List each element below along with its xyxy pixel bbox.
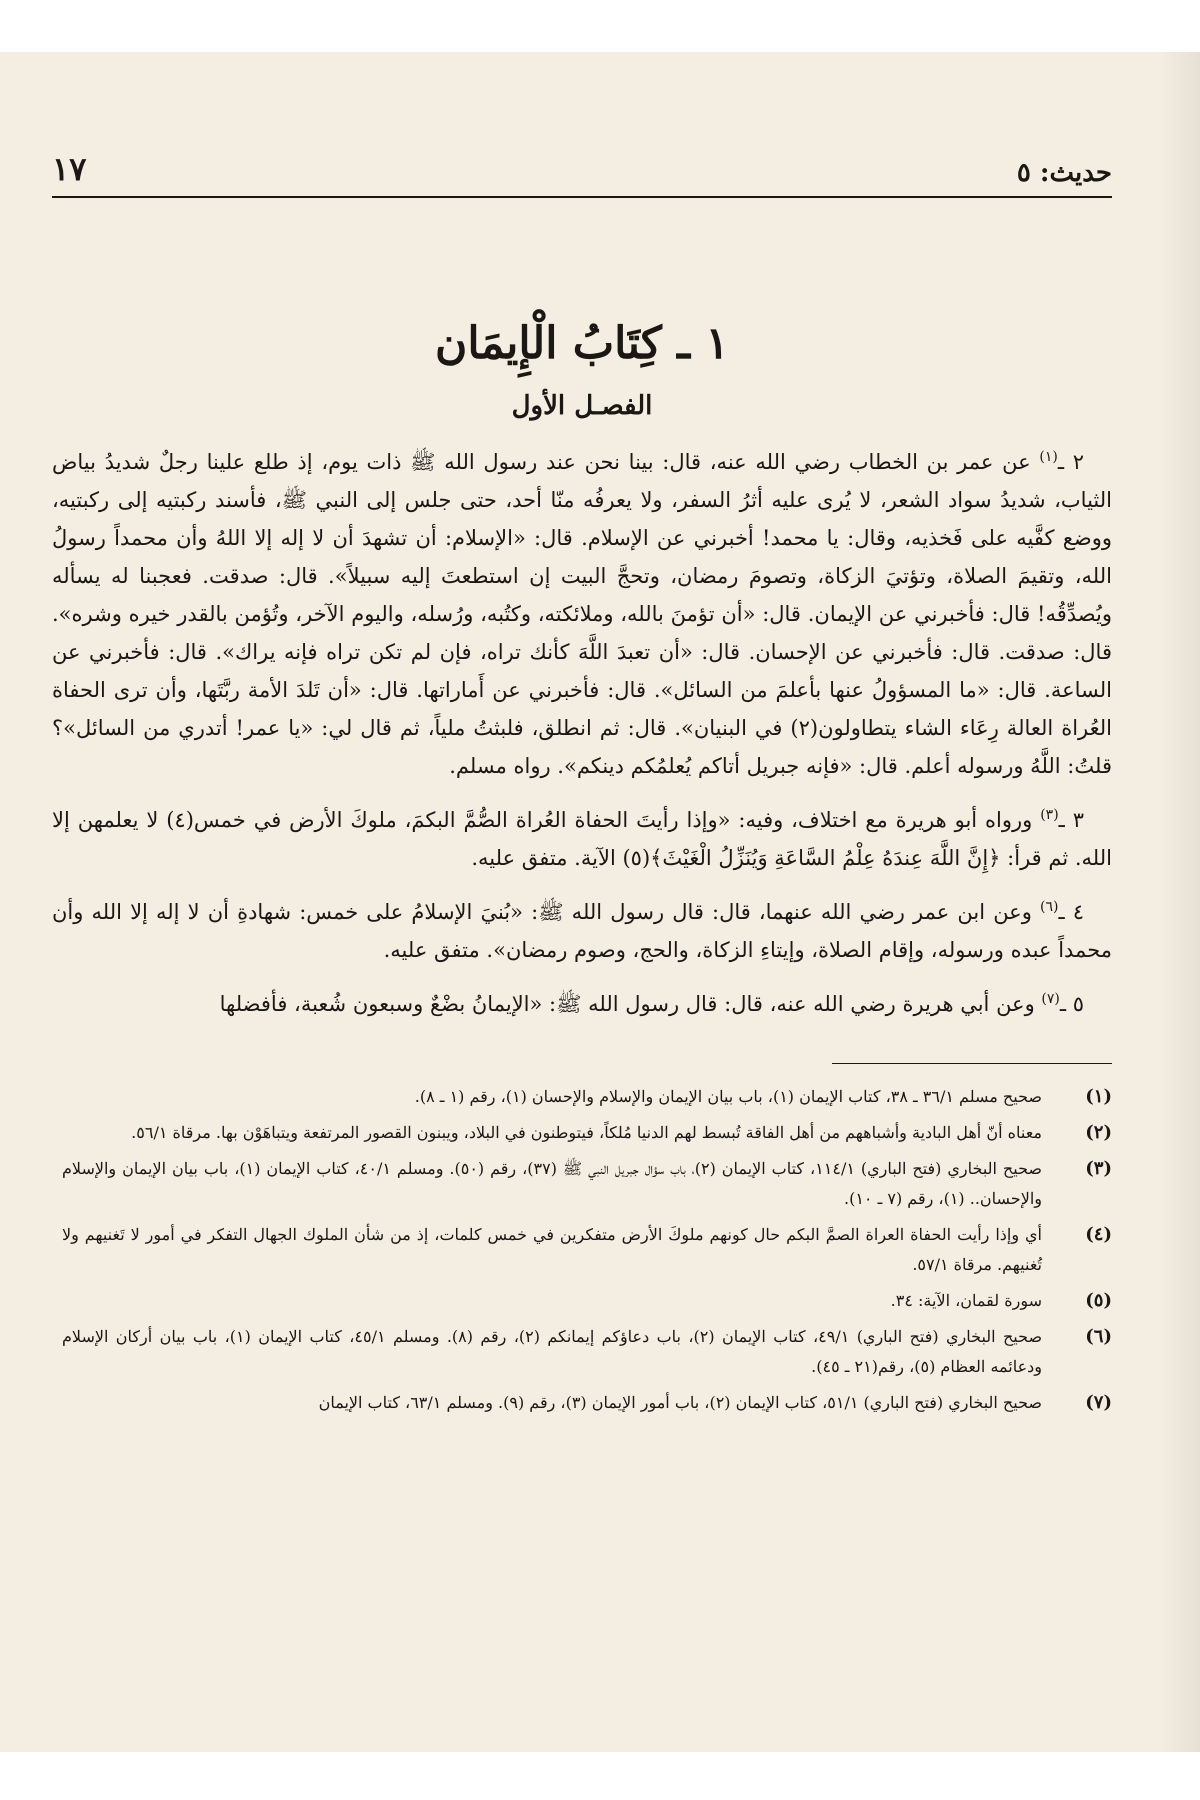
footnote-text: صحيح البخاري (فتح الباري) ٥١/١، كتاب الإيمان (٢)، باب أمور الإيمان (٣)، رقم (٩). ومسلم ٦٣/١، كتاب الإيمان <box>318 1392 1042 1412</box>
page-edge-shadow <box>1160 52 1200 1752</box>
section-title: الفصـل الأول <box>511 390 653 421</box>
footnote <box>52 1220 1112 1280</box>
hadith-paragraph <box>52 443 1112 785</box>
footnote-number: (٣) <box>1085 1157 1112 1179</box>
footnote-text: صحيح البخاري (فتح الباري) ٤٩/١، كتاب الإيمان (٢)، باب دعاؤكم إيمانكم (٢)، رقم (٨). ومسلم ٤٥/١، كتاب الإيمان (١)، باب بيان أركان الإسلام ودعائمه العظام (٥)، رقم(٢١ ـ ٤٥). <box>62 1326 1043 1376</box>
footnote-number: (٥) <box>1085 1289 1112 1311</box>
footnote <box>52 1082 1112 1112</box>
footnotes <box>52 1082 1112 1418</box>
hadith-number: ٣ ـ <box>1058 807 1085 832</box>
hadith-number: ٢ ـ <box>1057 449 1085 474</box>
page-sheet <box>0 52 1200 1752</box>
hadith-paragraph <box>52 801 1112 877</box>
footnote-marker: (٧) <box>1041 990 1060 1007</box>
footnote-number: (٦) <box>1085 1325 1112 1347</box>
hadith-text: وعن أبي هريرة رضي الله عنه، قال: قال رسول الله ﷺ: «الإيمانُ بضْعٌ وسبعون شُعبة، فأفضلها <box>219 991 1035 1016</box>
body-text <box>52 443 1112 1023</box>
running-header <box>52 140 1112 188</box>
hadith-text: عن عمر بن الخطاب رضي الله عنه، قال: بينا نحن عند رسول الله ﷺ ذات يوم، إذ طلع علينا رجلٌ شديدُ بياض الثياب، شديدُ سواد الشعر، لا يُرى عليه أثرُ السفر، ولا يعرفُه منّا أحد، حتى جلس إلى النبي ﷺ، فأسند ركبتيه إلى ركبتيه، ووضع كفَّيه على فَخذيه، وقال: يا محمد! أخبرني عن الإسلام. قال: «الإسلام: أن تشهدَ أن لا إله إلا اللهُ وأن محمداً رسولُ الله، وتقيمَ الصلاة، وتؤتيَ الزكاة، وتصومَ رمضان، وتحجَّ البيت إن استطعتَ إليه سبيلاً». قال: صدقت. فعجبنا له يسأله ويُصدِّقُه! قال: فأخبرني عن الإيمان. قال: «أن تؤمنَ بالله، وملائكته، وكتُبه، ورُسله، واليوم الآخر، وتُؤمن بالقدر خيره وشره». قال: صدقت. قال: فأخبرني عن الإحسان. قال: «أن تعبدَ اللَّهَ كأنك تراه، فإن لم تكن تراه فإنه يراك». قال: فأخبرني عن الساعة. قال: «ما المسؤولُ عنها بأعلمَ من السائل». قال: فأخبرني عن أَماراتها. قال: «أن تَلدَ الأمة ربَّتَها، وأن ترى الحفاة العُراة العالة رِعَاء الشاء يتطاولون(٢) في البنيان». قال: ثم انطلق، فلبثتُ ملياً، ثم قال لي: «يا عمر! أتدري من السائل»؟ قلتُ: اللَّهُ ورسوله أعلم. قال: «فإنه جبريل أتاكم يُعلمُكم دينكم». رواه مسلم. <box>52 449 1112 778</box>
footnote-marker: (٣) <box>1040 806 1059 823</box>
footnote-number: (٤) <box>1085 1223 1112 1245</box>
book-page <box>52 140 1112 1424</box>
footnote-marker: (٦) <box>1039 898 1059 915</box>
page-number: ١٧ <box>52 150 87 188</box>
footnote-number: (٧) <box>1085 1391 1112 1413</box>
hadith-number: ٥ ـ <box>1059 991 1084 1016</box>
footnote-number: (٢) <box>1085 1121 1112 1143</box>
footnote <box>52 1388 1112 1418</box>
hadith-paragraph <box>52 985 1112 1023</box>
footnote <box>52 1118 1112 1148</box>
footnote <box>52 1154 1112 1214</box>
footnote-marker: (١) <box>1039 448 1058 465</box>
hadith-number: ٤ ـ <box>1058 899 1085 924</box>
footnote-text: سورة لقمان، الآية: ٣٤. <box>890 1290 1042 1310</box>
hadith-paragraph <box>52 893 1112 969</box>
footnote <box>52 1286 1112 1316</box>
footnote <box>52 1322 1112 1382</box>
footnote-separator <box>832 1063 1112 1064</box>
footnote-text: صحيح مسلم ٣٦/١ ـ ٣٨، كتاب الإيمان (١)، باب بيان الإيمان والإسلام والإحسان (١)، رقم (١ ـ ٨). <box>414 1086 1042 1106</box>
chapter-title: ١ ـ كِتَابُ الْإِيمَان <box>435 318 729 369</box>
hadith-text: وعن ابن عمر رضي الله عنهما، قال: قال رسول الله ﷺ: «بُنيَ الإسلامُ على خمس: شهادةِ أن لا إله إلا الله وأن محمداً عبده ورسوله، وإقام الصلاة، وإيتاءِ الزكاة، والحج، وصوم رمضان». متفق عليه. <box>52 899 1112 962</box>
running-head-label: حديث: ٥ <box>1016 158 1112 188</box>
footnote-text: أي وإذا رأيت الحفاة العراة الصمَّ البكم حال كونهم ملوكَ الأرض متفكرين في خمس كلمات، إذ من شأن الملوك الجهال التفكر في أمور لا تَغنيهم ولا تُغنيهم. مرقاة ٥٧/١. <box>62 1224 1042 1274</box>
footnote-number: (١) <box>1085 1085 1112 1107</box>
chapter-title-block <box>52 318 1112 421</box>
footnote-text: صحيح البخاري (فتح الباري) ١١٤/١، كتاب الإيمان (٢)، باب سؤال جبريل النبي ﷺ (٣٧)، رقم (٥٠). ومسلم ٤٠/١، كتاب الإيمان (١)، باب بيان الإيمان والإسلام والإحسان.. (١)، رقم (٧ ـ ١٠). <box>62 1158 1042 1208</box>
hadith-text: ورواه أبو هريرة مع اختلاف، وفيه: «وإذا رأيتَ الحفاة العُراة الصُّمَّ البكمَ، ملوكَ الأرض في خمس(٤) لا يعلمهن إلا الله. ثم قرأ: ﴿إِنَّ اللَّهَ عِندَهُ عِلْمُ السَّاعَةِ وَيُنَزِّلُ الْغَيْثَ﴾(٥) الآية. متفق عليه. <box>52 807 1112 870</box>
footnote-text: معناه أنّ أهل البادية وأشباههم من أهل الفاقة تُبسط لهم الدنيا مُلكاً، فيتوطنون في البلاد، ويبنون القصور المرتفعة ويتباهَوْن بها. مرقاة ٥٦/١. <box>131 1122 1042 1142</box>
header-rule <box>52 196 1112 198</box>
